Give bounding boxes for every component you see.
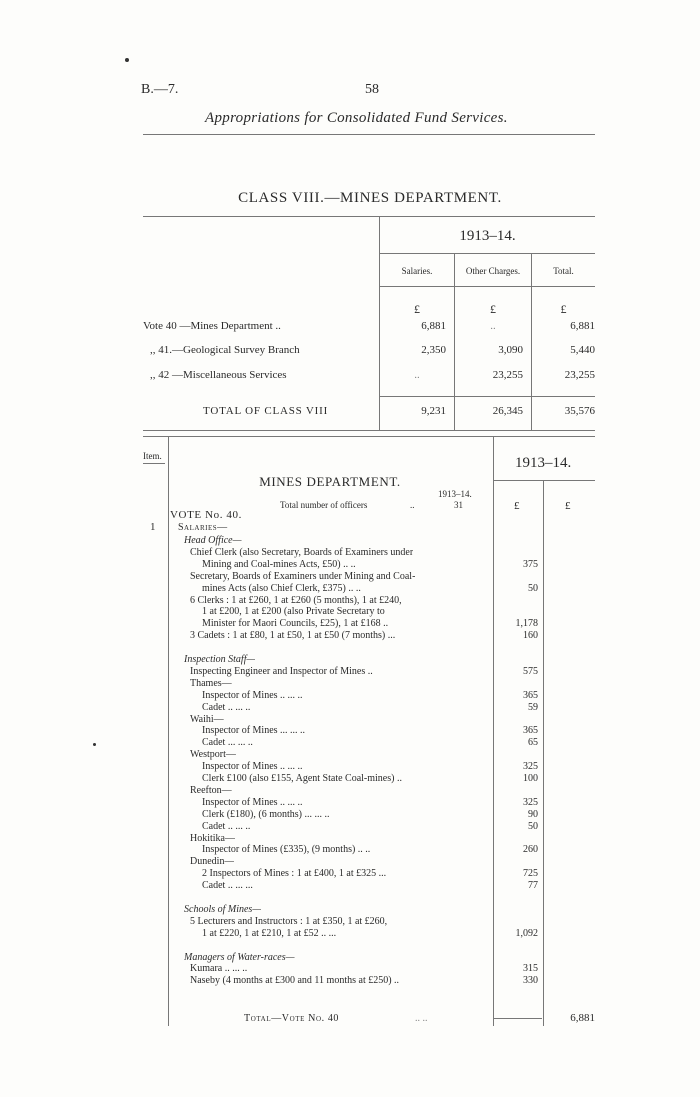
summary-row-salaries: .. xyxy=(414,369,420,381)
section-heading: Head Office— xyxy=(184,535,242,546)
vote-heading: VOTE No. 40. xyxy=(170,509,242,521)
pound-sign-column-2: £ xyxy=(565,500,571,512)
line-item-amount: 365 xyxy=(523,725,538,737)
currency-salaries: £ xyxy=(414,302,420,316)
line-item-text: mines Acts (also Chief Clerk, £375) .. .. xyxy=(202,582,361,594)
line-item-text: Cadet .. ... .. xyxy=(202,701,251,713)
stray-mark-top-left xyxy=(125,58,129,62)
line-item-text: Inspector of Mines ... ... .. xyxy=(202,725,306,737)
line-item-amount: 315 xyxy=(523,963,538,975)
line-item-text: Dunedin— xyxy=(190,856,235,868)
line-item-text: Naseby (4 months at £300 and 11 months at £250) .. xyxy=(190,975,400,987)
summary-col-divider-1 xyxy=(454,254,455,430)
section-heading: Inspection Staff— xyxy=(184,654,256,665)
line-item-text: Waihi— xyxy=(190,713,224,725)
line-item-amount: 65 xyxy=(528,737,538,749)
summary-total-salaries: 9,231 xyxy=(421,405,446,417)
summary-bottom-rule xyxy=(143,430,595,431)
summary-row-total: 5,440 xyxy=(570,344,595,356)
summary-col-divider-2 xyxy=(531,254,532,430)
line-item-text: 5 Lecturers and Instructors : 1 at £350, 1 at £260, xyxy=(190,915,388,927)
currency-total: £ xyxy=(560,302,567,316)
summary-row-salaries: 2,350 xyxy=(421,344,446,356)
line-item-text: Cadet .. ... ... xyxy=(202,880,253,892)
summary-total-top-rule xyxy=(380,396,595,397)
summary-row-total: 23,255 xyxy=(564,369,595,381)
item-header-rule xyxy=(143,463,165,464)
line-item-text: Inspector of Mines .. ... .. xyxy=(202,796,303,808)
line-item-amount: 325 xyxy=(523,761,538,773)
line-item-text: 1 at £200, 1 at £200 (also Private Secretary to xyxy=(202,606,385,618)
line-item-amount: 160 xyxy=(523,630,538,642)
line-item-text: Kumara .. ... .. xyxy=(190,963,248,975)
line-item-text: Mining and Coal-mines Acts, £50) .. .. xyxy=(202,558,356,570)
line-item-text: Chief Clerk (also Secretary, Boards of Examiners under xyxy=(190,546,414,558)
pound-sign-column-1: £ xyxy=(514,500,520,512)
line-item-text: Clerk (£180), (6 months) ... ... .. xyxy=(202,808,330,820)
department-title: MINES DEPARTMENT. xyxy=(259,474,401,489)
summary-total-label: TOTAL OF CLASS VIII xyxy=(203,405,329,417)
detail-top-rule xyxy=(143,436,595,437)
vote-total-dots: .. .. xyxy=(415,1013,428,1024)
class-title: CLASS VIII.—MINES DEPARTMENT. xyxy=(238,190,502,206)
vote-total-rule xyxy=(494,1018,542,1019)
running-title: Appropriations for Consolidated Fund Services. xyxy=(205,110,508,126)
line-item-text: Inspector of Mines .. ... .. xyxy=(202,689,303,701)
summary-row-other: 3,090 xyxy=(498,344,523,356)
line-item-text: Hokitika— xyxy=(190,832,235,844)
column-other-charges: Other Charges. xyxy=(465,266,521,276)
line-item-text: Reefton— xyxy=(190,784,232,796)
summary-total-total: 35,576 xyxy=(564,405,595,417)
line-item-amount: 50 xyxy=(528,820,538,832)
line-item-amount: 100 xyxy=(523,773,538,784)
line-item-text: Minister for Maori Councils, £25), 1 at £168 .. xyxy=(202,618,389,630)
summary-year: 1913–14. xyxy=(459,228,516,244)
line-item-amount: 1,092 xyxy=(515,927,538,939)
summary-top-rule xyxy=(143,216,595,217)
line-item-amount: 77 xyxy=(528,880,538,892)
column-total: Total. xyxy=(553,266,574,276)
detail-item-divider xyxy=(168,436,169,1026)
currency-other: £ xyxy=(490,302,496,316)
line-item-text: Secretary, Boards of Examiners under Mining and Coal- xyxy=(190,570,416,582)
vote-total-label: Total—Vote No. 40 xyxy=(244,1013,340,1024)
summary-row-salaries: 6,881 xyxy=(421,320,446,332)
line-item-text: Cadet .. ... .. xyxy=(202,820,251,832)
line-item-text: 1 at £220, 1 at £210, 1 at £52 .. ... xyxy=(202,927,337,939)
line-item-text: 6 Clerks : 1 at £260, 1 at £260 (5 months), 1 at £240, xyxy=(190,594,402,606)
line-item-amount: 59 xyxy=(528,701,538,713)
stray-mark-left xyxy=(93,743,96,746)
summary-row-label: Vote 40 —Mines Department .. xyxy=(143,320,281,332)
summary-row-other: .. xyxy=(490,320,496,332)
line-item-amount: 50 xyxy=(528,582,538,594)
item-column-header: Item. xyxy=(143,451,162,461)
line-item-text: Cadet ... ... .. xyxy=(202,737,253,749)
vote-total-amount: 6,881 xyxy=(570,1012,595,1024)
line-item-text: Clerk £100 (also £155, Agent State Coal-mines) .. xyxy=(202,773,402,784)
line-item-text: Thames— xyxy=(190,677,232,689)
line-item-amount: 1,178 xyxy=(515,618,538,630)
officers-count: 31 xyxy=(454,500,463,510)
summary-row-label: ,, 42 —Miscellaneous Services xyxy=(150,369,287,381)
summary-row-total: 6,881 xyxy=(570,320,595,332)
line-item-amount: 365 xyxy=(523,689,538,701)
line-item-text: Inspector of Mines .. ... .. xyxy=(202,761,303,773)
summary-row-other: 23,255 xyxy=(492,369,523,381)
line-item-text: Westport— xyxy=(190,749,236,761)
line-item-amount: 725 xyxy=(523,868,538,880)
line-item-amount: 375 xyxy=(523,558,538,570)
item-number: 1 xyxy=(150,521,156,533)
officers-dots: .. xyxy=(410,500,415,510)
line-item-text: 2 Inspectors of Mines : 1 at £400, 1 at £325 ... xyxy=(202,868,387,880)
detail-year-rule xyxy=(494,480,595,481)
line-item-text: Inspecting Engineer and Inspector of Mines .. xyxy=(190,665,373,677)
summary-row-label: ,, 41.—Geological Survey Branch xyxy=(150,344,300,356)
page-number: 58 xyxy=(365,82,379,97)
line-item-amount: 260 xyxy=(523,844,538,856)
column-salaries: Salaries. xyxy=(401,266,433,276)
line-item-amount: 330 xyxy=(523,975,538,987)
officers-year: 1913–14. xyxy=(438,489,472,499)
summary-header-rule xyxy=(380,286,595,287)
document-reference: B.—7. xyxy=(141,82,179,97)
line-item-text: 3 Cadets : 1 at £80, 1 at £50, 1 at £50 (7 months) ... xyxy=(190,630,396,642)
summary-total-other: 26,345 xyxy=(492,405,523,417)
officers-label: Total number of officers xyxy=(280,500,368,510)
section-heading: Schools of Mines— xyxy=(184,903,262,915)
summary-year-rule xyxy=(380,253,595,254)
line-item-amount: 90 xyxy=(528,808,538,820)
salaries-heading: Salaries— xyxy=(178,522,228,533)
header-rule xyxy=(143,134,595,135)
detail-amount-divider-2 xyxy=(543,480,544,1026)
line-item-text: Inspector of Mines (£335), (9 months) .. .. xyxy=(202,844,371,856)
section-heading: Managers of Water-races— xyxy=(184,951,295,963)
line-item-amount: 325 xyxy=(523,796,538,808)
detail-year: 1913–14. xyxy=(515,455,572,471)
line-item-amount: 575 xyxy=(523,665,538,677)
